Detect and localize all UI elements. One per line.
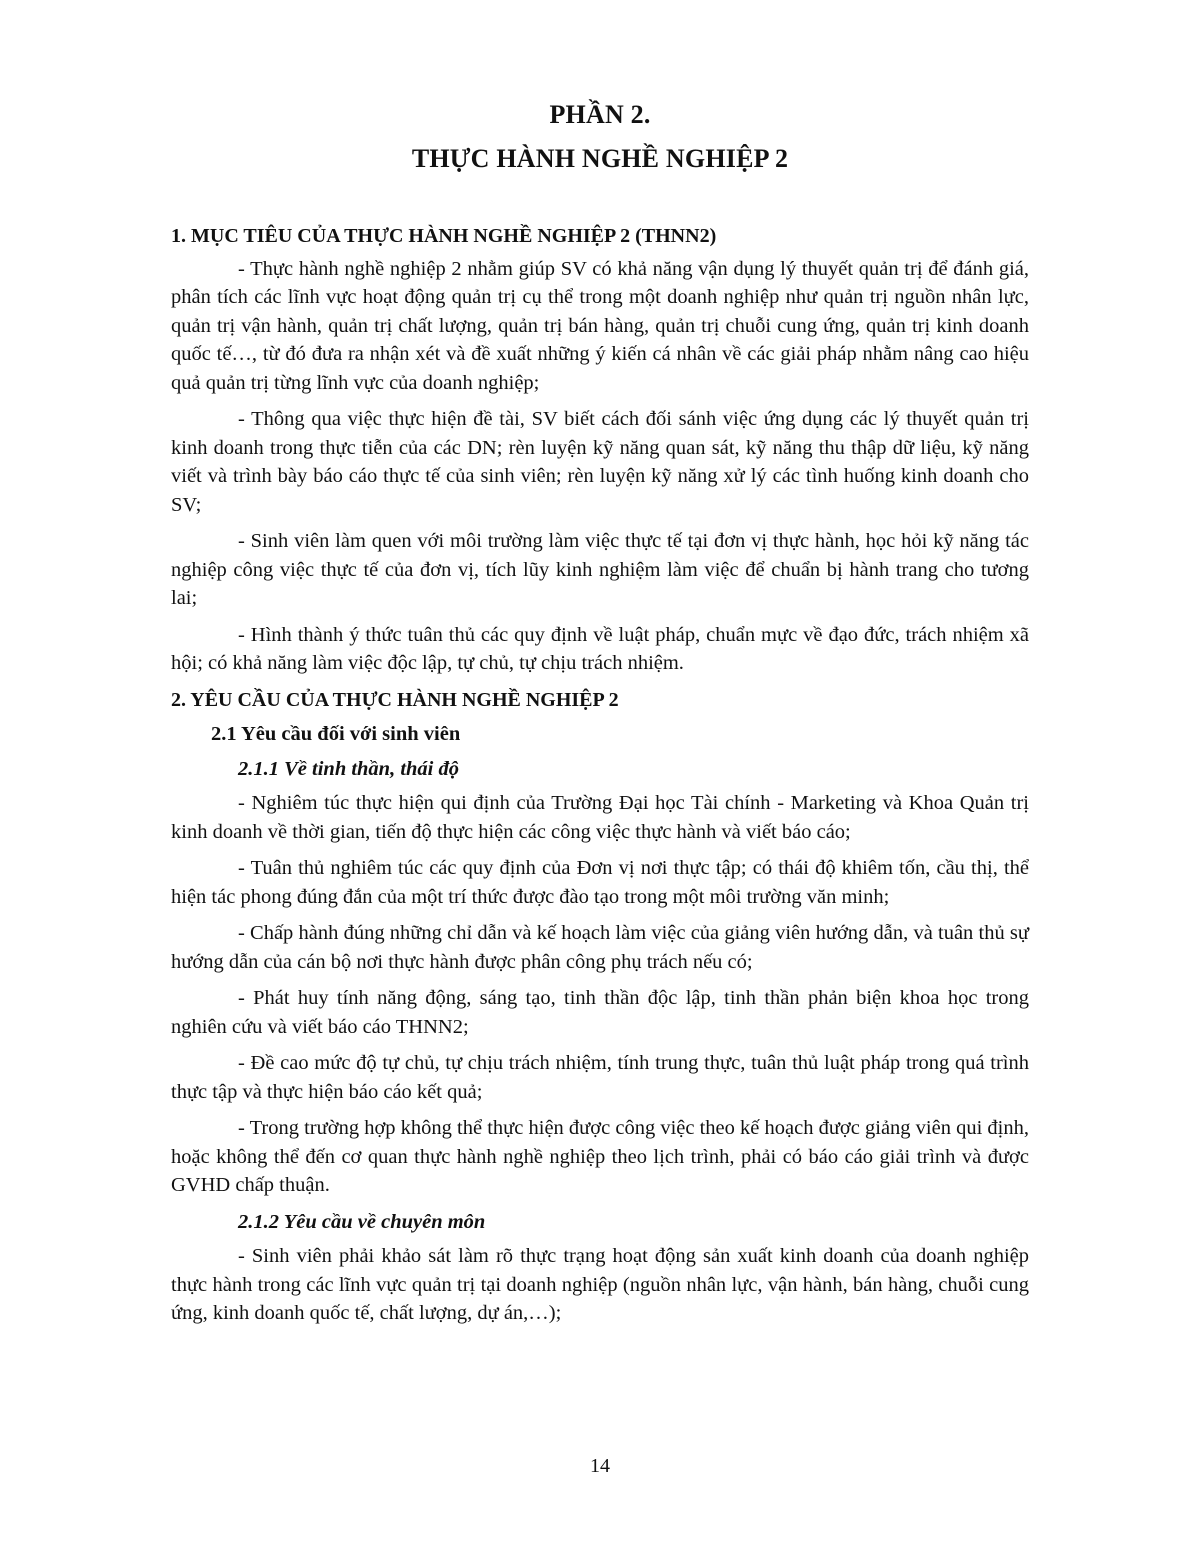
subsection-2-1-1-paragraph: - Phát huy tính năng động, sáng tạo, tinh thần độc lập, tinh thần phản biện khoa học trong nghiên cứu và viết báo cáo THNN2; [171,987,1029,1038]
subsection-2-1-1-paragraph: - Nghiêm túc thực hiện qui định của Trường Đại học Tài chính - Marketing và Khoa Quản trị kinh doanh về thời gian, tiến độ thực hiện các công việc thực hành và viết báo cáo; [171,792,1029,843]
subsection-2-1-2-paragraph: - Sinh viên phải khảo sát làm rõ thực trạng hoạt động sản xuất kinh doanh của doanh nghiệp thực hành trong các lĩnh vực quản trị tại doanh nghiệp (nguồn nhân lực, vận hành, bán hàng, chuỗi cung ứng, kinh doanh quốc tế, chất lượng, dự án,…); [171,1245,1029,1324]
part-label: PHẦN 2. [549,100,651,129]
subsection-2-1-1-paragraph: - Chấp hành đúng những chỉ dẫn và kế hoạch làm việc của giảng viên hướng dẫn, và tuân thủ sự hướng dẫn của cán bộ nơi thực hành được phân công phụ trách nếu có; [171,922,1029,973]
section-1-paragraph: - Thực hành nghề nghiệp 2 nhằm giúp SV có khả năng vận dụng lý thuyết quản trị để đánh giá, phân tích các lĩnh vực hoạt động quản trị cụ thể trong một doanh nghiệp như quản trị nguồn nhân lực, quản trị vận hành, quản trị chất lượng, quản trị bán hàng, quản trị chuỗi cung ứng, quản trị kinh doanh quốc tế…, từ đó đưa ra nhận xét và đề xuất những ý kiến cá nhân về các giải pháp nhằm nâng cao hiệu quả quản trị từng lĩnh vực của doanh nghiệp; [171,257,1029,394]
subsection-2-1-1-paragraph: - Đề cao mức độ tự chủ, tự chịu trách nhiệm, tính trung thực, tuân thủ luật pháp trong quá trình thực tập và thực hiện báo cáo kết quả; [171,1052,1029,1103]
section-1-heading: 1. MỤC TIÊU CỦA THỰC HÀNH NGHỀ NGHIỆP 2 (THNN2) [171,225,717,247]
page-number: 14 [590,1455,610,1477]
section-1-paragraph: - Sinh viên làm quen với môi trường làm việc thực tế tại đơn vị thực hành, học hỏi kỹ năng tác nghiệp công việc thực tế của đơn vị, tích lũy kinh nghiệm làm việc để chuẩn bị hành trang cho tương lai; [171,530,1029,609]
document-body [171,222,1029,1336]
part-title: THỰC HÀNH NGHỀ NGHIỆP 2 [411,144,789,173]
section-2-heading: 2. YÊU CẦU CỦA THỰC HÀNH NGHỀ NGHIỆP 2 [171,688,619,711]
subsection-2-1-2-heading: 2.1.2 Yêu cầu về chuyên môn [238,1210,486,1233]
subsection-2-1-1-paragraph: - Tuân thủ nghiêm túc các quy định của Đơn vị nơi thực tập; có thái độ khiêm tốn, cầu thị, thể hiện tác phong đúng đắn của một trí thức được đào tạo trong một môi trường văn minh; [171,857,1029,908]
subsection-2-1-1-heading: 2.1.1 Về tinh thần, thái độ [238,757,460,780]
section-1-paragraph: - Hình thành ý thức tuân thủ các quy định về luật pháp, chuẩn mực về đạo đức, trách nhiệm xã hội; có khả năng làm việc độc lập, tự chủ, tự chịu trách nhiệm. [171,623,1029,674]
subsection-2-1-heading: 2.1 Yêu cầu đối với sinh viên [211,723,461,745]
subsection-2-1-1-paragraph: - Trong trường hợp không thể thực hiện được công việc theo kế hoạch được giảng viên qui định, hoặc không thể đến cơ quan thực hành nghề nghiệp theo lịch trình, phải có báo cáo giải trình và được GVHD chấp thuận. [171,1117,1029,1196]
section-1-paragraph: - Thông qua việc thực hiện đề tài, SV biết cách đối sánh việc ứng dụng các lý thuyết quản trị kinh doanh trong thực tiễn của các DN; rèn luyện kỹ năng quan sát, kỹ năng thu thập dữ liệu, kỹ năng viết và trình bày báo cáo thực tế của sinh viên; rèn luyện kỹ năng xử lý các tình huống kinh doanh cho SV; [171,408,1029,516]
